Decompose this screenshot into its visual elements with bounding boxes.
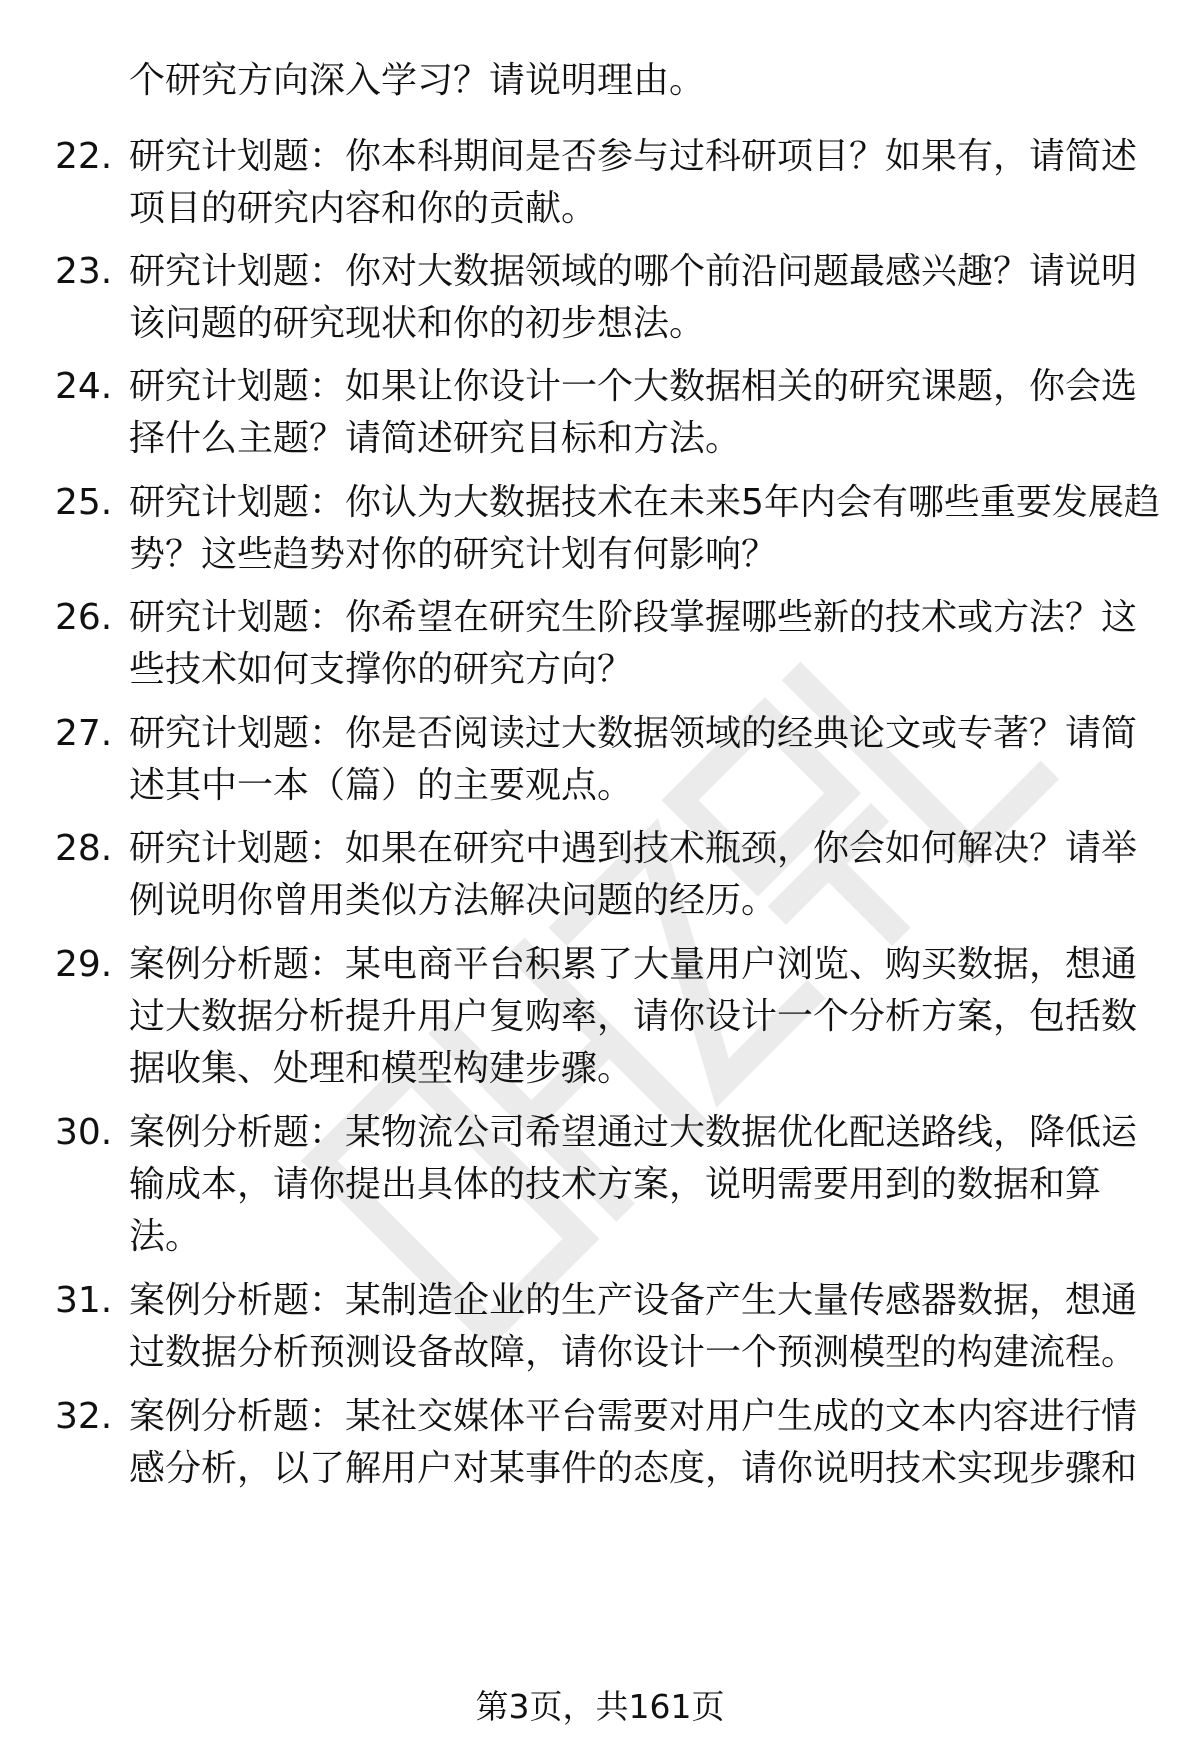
continuation-text: 个研究方向深入学习？请说明理由。 bbox=[129, 60, 706, 101]
question-number: 28. bbox=[55, 828, 113, 869]
question-number: 24. bbox=[55, 366, 113, 407]
question-line: 研究计划题：你认为大数据技术在未来5年内会有哪些重要发展趋 bbox=[129, 482, 1160, 523]
question-line: 述其中一本（篇）的主要观点。 bbox=[129, 765, 634, 806]
question-number: 31. bbox=[55, 1280, 113, 1321]
question-line: 法。 bbox=[129, 1216, 202, 1257]
question-line: 感分析，以了解用户对某事件的态度，请你说明技术实现步骤和 bbox=[129, 1448, 1138, 1489]
question-text bbox=[129, 939, 1139, 1095]
question-line: 研究计划题：如果在研究中遇到技术瓶颈，你会如何解决？请举 bbox=[129, 828, 1138, 869]
question-line: 案例分析题：某制造企业的生产设备产生大量传感器数据，想通 bbox=[129, 1280, 1138, 1321]
question-line: 据收集、处理和模型构建步骤。 bbox=[129, 1048, 634, 1089]
question-number: 22. bbox=[55, 136, 113, 177]
question-text bbox=[129, 708, 1139, 812]
question-line: 该问题的研究现状和你的初步想法。 bbox=[129, 303, 706, 344]
question-number: 27. bbox=[55, 713, 113, 754]
question-line: 过数据分析预测设备故障，请你设计一个预测模型的构建流程。 bbox=[129, 1332, 1138, 1373]
question-line: 案例分析题：某社交媒体平台需要对用户生成的文本内容进行情 bbox=[129, 1396, 1138, 1437]
question-text bbox=[129, 592, 1139, 696]
question-text bbox=[129, 477, 1160, 581]
question-line: 势？这些趋势对你的研究计划有何影响？ bbox=[129, 534, 778, 575]
question-text bbox=[129, 1275, 1139, 1379]
question-line: 研究计划题：你本科期间是否参与过科研项目？如果有，请简述 bbox=[129, 136, 1138, 177]
question-line: 案例分析题：某物流公司希望通过大数据优化配送路线，降低运 bbox=[129, 1112, 1138, 1153]
question-number: 25. bbox=[55, 482, 113, 523]
question-line: 案例分析题：某电商平台积累了大量用户浏览、购买数据，想通 bbox=[129, 944, 1138, 985]
question-number: 23. bbox=[55, 251, 113, 292]
question-line: 项目的研究内容和你的贡献。 bbox=[129, 188, 598, 229]
question-line: 择什么主题？请简述研究目标和方法。 bbox=[129, 418, 742, 459]
question-text bbox=[129, 246, 1139, 350]
question-text bbox=[129, 361, 1139, 465]
question-line: 研究计划题：你是否阅读过大数据领域的经典论文或专著？请简 bbox=[129, 713, 1138, 754]
question-text bbox=[129, 1391, 1139, 1495]
question-text bbox=[129, 1107, 1139, 1263]
question-line: 些技术如何支撑你的研究方向？ bbox=[129, 649, 634, 690]
question-number: 29. bbox=[55, 944, 113, 985]
question-line: 输成本，请你提出具体的技术方案，说明需要用到的数据和算 bbox=[129, 1164, 1102, 1205]
question-number: 26. bbox=[55, 597, 113, 638]
question-text bbox=[129, 823, 1139, 927]
question-line: 研究计划题：你对大数据领域的哪个前沿问题最感兴趣？请说明 bbox=[129, 251, 1138, 292]
question-number: 30. bbox=[55, 1112, 113, 1153]
page-footer: 第3页，共161页 bbox=[475, 1687, 725, 1726]
question-number: 32. bbox=[55, 1396, 113, 1437]
question-text bbox=[129, 131, 1139, 235]
question-line: 研究计划题：如果让你设计一个大数据相关的研究课题，你会选 bbox=[129, 366, 1138, 407]
question-line: 例说明你曾用类似方法解决问题的经历。 bbox=[129, 880, 778, 921]
question-line: 研究计划题：你希望在研究生阶段掌握哪些新的技术或方法？这 bbox=[129, 597, 1138, 638]
question-line: 过大数据分析提升用户复购率，请你设计一个分析方案，包括数 bbox=[129, 996, 1138, 1037]
